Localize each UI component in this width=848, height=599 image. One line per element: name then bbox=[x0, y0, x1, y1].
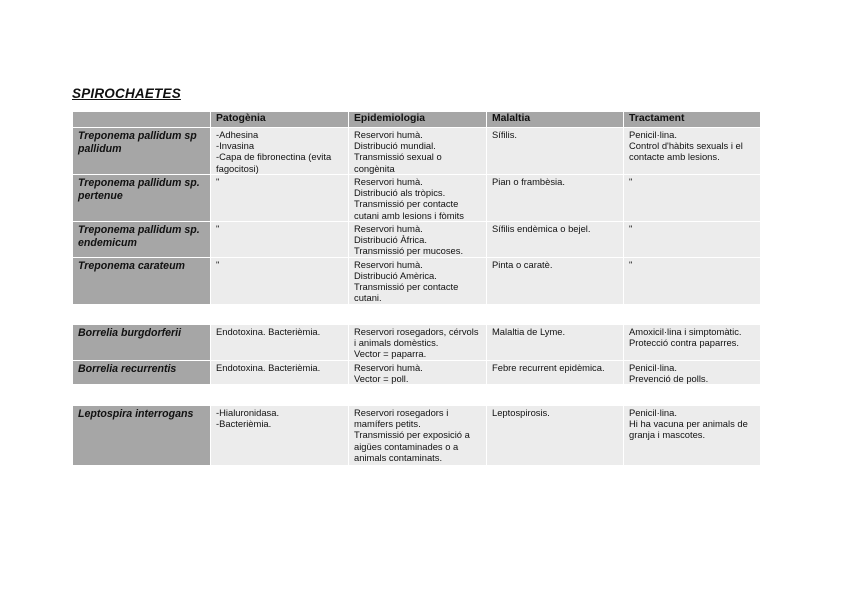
patogenia-cell bbox=[211, 128, 349, 175]
tractament-cell bbox=[624, 406, 761, 466]
malaltia-cell bbox=[487, 361, 624, 385]
patogenia-cell bbox=[211, 361, 349, 385]
epidemiologia-cell bbox=[349, 361, 487, 385]
patogenia-cell bbox=[211, 175, 349, 222]
cell-line: " bbox=[216, 223, 220, 234]
table-row bbox=[73, 406, 761, 466]
cell-line: Hi ha vacuna per animals de granja i mascotes. bbox=[629, 418, 748, 441]
cell-line: Distribució Amèrica. bbox=[354, 269, 437, 281]
patogenia-cell bbox=[211, 257, 349, 304]
cell-line: Reservori humà. bbox=[354, 176, 423, 187]
epidemiologia-cell bbox=[349, 222, 487, 258]
patogenia-cell bbox=[211, 406, 349, 466]
cell-line: Reservori humà. bbox=[354, 258, 423, 270]
organism-cell: Treponema pallidum sp. pertenue bbox=[73, 175, 211, 222]
malaltia-cell bbox=[487, 222, 624, 258]
epidemiologia-cell bbox=[349, 175, 487, 222]
cell-line: Amoxicil·lina i simptomàtic. bbox=[629, 326, 742, 337]
cell-line: Penicil·lina. bbox=[629, 362, 677, 373]
header-malaltia: Malaltia bbox=[487, 112, 624, 128]
tractament-cell bbox=[624, 222, 761, 258]
table-row bbox=[73, 361, 761, 385]
cell-line: " bbox=[629, 176, 633, 187]
cell-line: Reservori humà. bbox=[354, 362, 423, 373]
cell-line: " bbox=[216, 258, 220, 270]
cell-line: Penicil·lina. bbox=[629, 407, 677, 418]
table-row bbox=[73, 325, 761, 361]
epidemiologia-cell bbox=[349, 406, 487, 466]
cell-line: " bbox=[216, 176, 220, 187]
spirochaetes-table-treponema bbox=[72, 111, 761, 305]
cell-line: Endotoxina. Bacterièmia. bbox=[216, 362, 321, 373]
table-row bbox=[73, 175, 761, 222]
cell-line: Transmissió per exposició a aigües contaminades o a animals contaminats. bbox=[354, 429, 470, 463]
header-epidemiologia: Epidemiologia bbox=[349, 112, 487, 128]
organism-cell: Leptospira interrogans bbox=[73, 406, 211, 466]
cell-line: Vector = paparra. bbox=[354, 348, 427, 360]
cell-line: Reservori humà. bbox=[354, 129, 423, 140]
cell-line: Prevenció de polls. bbox=[629, 373, 709, 385]
cell-line: -Capa de fibronectina (evita fagocitosi) bbox=[216, 151, 332, 174]
organism-cell: Treponema pallidum sp. endemicum bbox=[73, 222, 211, 258]
cell-line: -Hialuronidasa. bbox=[216, 407, 280, 418]
cell-line: -Bacterièmia. bbox=[216, 418, 272, 430]
patogenia-cell bbox=[211, 222, 349, 258]
table-row bbox=[73, 128, 761, 175]
cell-line: " bbox=[629, 223, 633, 234]
malaltia-cell bbox=[487, 325, 624, 361]
cell-line: Transmissió per mucoses. bbox=[354, 245, 464, 257]
cell-line: Sífilis endèmica o bejel. bbox=[492, 223, 591, 234]
header-blank bbox=[73, 112, 211, 128]
cell-line: Reservori humà. bbox=[354, 223, 423, 234]
organism-cell: Treponema carateum bbox=[73, 257, 211, 304]
cell-line: Transmissió per contacte cutani. bbox=[354, 281, 459, 304]
cell-line: Febre recurrent epidèmica. bbox=[492, 362, 605, 373]
epidemiologia-cell bbox=[349, 257, 487, 304]
cell-line: -Invasina bbox=[216, 140, 255, 152]
malaltia-cell bbox=[487, 128, 624, 175]
cell-line: Malaltia de Lyme. bbox=[492, 326, 566, 337]
cell-line: Pinta o caratè. bbox=[492, 258, 553, 270]
epidemiologia-cell bbox=[349, 128, 487, 175]
malaltia-cell bbox=[487, 175, 624, 222]
cell-line: Protecció contra paparres. bbox=[629, 337, 739, 349]
cell-line: Leptospirosis. bbox=[492, 407, 550, 418]
spirochaetes-table-leptospira bbox=[72, 405, 761, 466]
cell-line: Distribució als tròpics. bbox=[354, 187, 446, 199]
cell-line: Vector = poll. bbox=[354, 373, 409, 385]
tractament-cell bbox=[624, 361, 761, 385]
malaltia-cell bbox=[487, 406, 624, 466]
cell-line: Distribució mundial. bbox=[354, 140, 436, 152]
cell-line: " bbox=[629, 258, 633, 270]
patogenia-cell bbox=[211, 325, 349, 361]
organism-cell: Treponema pallidum sp pallidum bbox=[73, 128, 211, 175]
organism-cell: Borrelia burgdorferii bbox=[73, 325, 211, 361]
tractament-cell bbox=[624, 325, 761, 361]
tractament-cell bbox=[624, 128, 761, 175]
tractament-cell bbox=[624, 257, 761, 304]
cell-line: Transmissió sexual o congènita bbox=[354, 151, 442, 174]
table-header-row bbox=[73, 112, 761, 128]
cell-line: Penicil·lina. bbox=[629, 129, 677, 140]
table-row bbox=[73, 222, 761, 258]
malaltia-cell bbox=[487, 257, 624, 304]
header-patogenia: Patogènia bbox=[211, 112, 349, 128]
cell-line: Pian o frambèsia. bbox=[492, 176, 565, 187]
spirochaetes-table-borrelia bbox=[72, 324, 761, 385]
organism-cell: Borrelia recurrentis bbox=[73, 361, 211, 385]
table-row bbox=[73, 257, 761, 304]
cell-line: Control d'hàbits sexuals i el contacte amb lesions. bbox=[629, 140, 743, 163]
tractament-cell bbox=[624, 175, 761, 222]
cell-line: Sífilis. bbox=[492, 129, 518, 140]
epidemiologia-cell bbox=[349, 325, 487, 361]
cell-line: -Adhesina bbox=[216, 129, 259, 140]
cell-line: Transmissió per contacte cutani amb lesions i fòmits bbox=[354, 198, 464, 221]
document-title: SPIROCHAETES bbox=[72, 86, 181, 101]
cell-line: Distribució Àfrica. bbox=[354, 234, 427, 246]
cell-line: Reservori rosegadors, cérvols i animals domèstics. bbox=[354, 326, 479, 349]
header-tractament: Tractament bbox=[624, 112, 761, 128]
cell-line: Endotoxina. Bacterièmia. bbox=[216, 326, 321, 337]
cell-line: Reservori rosegadors i mamífers petits. bbox=[354, 407, 449, 430]
